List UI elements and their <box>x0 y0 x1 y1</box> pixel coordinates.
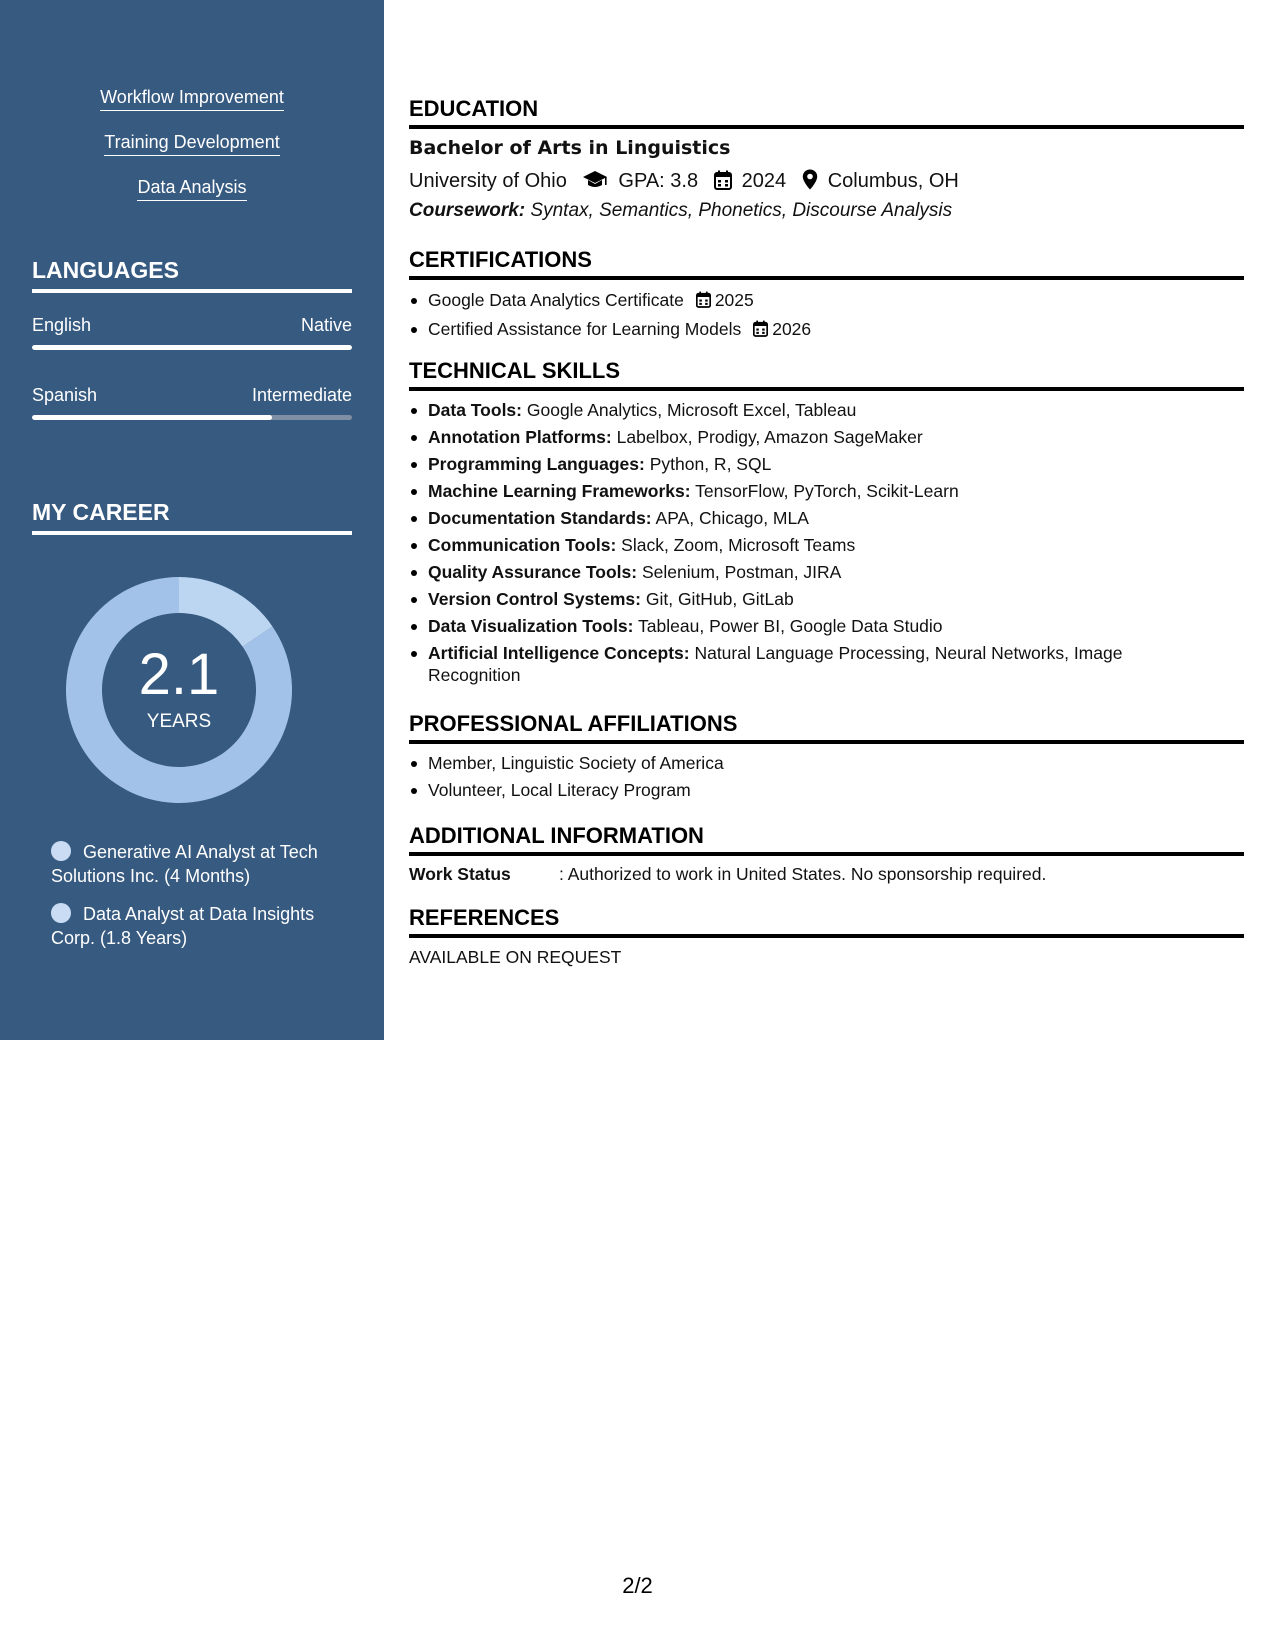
language-level: Intermediate <box>251 385 352 405</box>
certification-year: 2025 <box>714 290 754 310</box>
skill-link[interactable]: Workflow Improvement <box>100 86 284 111</box>
list-item <box>409 588 1244 610</box>
skill-label: Communication Tools: <box>428 535 617 555</box>
graduation-cap-icon <box>582 170 608 196</box>
gpa: GPA: 3.8 <box>618 170 699 192</box>
certification-name: Certified Assistance for Learning Models <box>428 319 742 339</box>
skill-value: Natural Language Processing, Neural Networks, Image Recognition <box>428 643 1123 685</box>
certification-name: Google Data Analytics Certificate <box>428 290 684 310</box>
legend-dot-icon <box>51 903 71 923</box>
skill-label: Annotation Platforms: <box>428 427 612 447</box>
language-bar-fill <box>32 415 272 420</box>
school-name: University of Ohio <box>409 170 567 192</box>
education-heading: EDUCATION <box>409 96 1244 129</box>
location-pin-icon <box>802 169 818 196</box>
skill-value: Labelbox, Prodigy, Amazon SageMaker <box>616 427 923 447</box>
list-item: Member, Linguistic Society of America <box>409 752 1244 774</box>
legend-dot-icon <box>51 841 71 861</box>
sidebar <box>0 0 384 1040</box>
career-heading: MY CAREER <box>32 499 352 535</box>
language-name: English <box>32 315 92 335</box>
career-total-unit: YEARS <box>146 711 212 732</box>
career-total-value: 2.1 <box>138 642 220 707</box>
list-item: Volunteer, Local Literacy Program <box>409 779 1244 801</box>
skill-value: Selenium, Postman, JIRA <box>641 562 842 582</box>
skill-label: Data Visualization Tools: <box>428 616 634 636</box>
skill-value: Git, GitHub, GitLab <box>645 589 794 609</box>
list-item <box>409 318 1244 342</box>
coursework-value: Syntax, Semantics, Phonetics, Discourse Analysis <box>530 200 953 221</box>
language-bar <box>32 415 352 420</box>
career-role-label: Generative AI Analyst at Tech Solutions Inc. (4 Months) <box>51 842 318 886</box>
additional-info-heading: ADDITIONAL INFORMATION <box>409 823 1244 856</box>
work-status-value: : Authorized to work in United States. No sponsorship required. <box>559 864 1047 884</box>
skill-value: Slack, Zoom, Microsoft Teams <box>621 535 856 555</box>
work-status-label: Work Status <box>409 864 511 884</box>
skill-label: Machine Learning Frameworks: <box>428 481 691 501</box>
certification-year: 2026 <box>772 319 812 339</box>
affiliations-list <box>409 752 1244 806</box>
skill-value: Python, R, SQL <box>649 454 772 474</box>
skill-label: Programming Languages: <box>428 454 645 474</box>
technical-skills-heading: TECHNICAL SKILLS <box>409 358 1244 391</box>
skill-link[interactable]: Training Development <box>104 131 279 156</box>
language-bar-fill <box>32 345 352 350</box>
skill-value: APA, Chicago, MLA <box>655 508 809 528</box>
coursework <box>409 200 1244 222</box>
skill-label: Artificial Intelligence Concepts: <box>428 643 690 663</box>
affiliations-heading: PROFESSIONAL AFFILIATIONS <box>409 711 1244 744</box>
list-item <box>409 642 1169 686</box>
skill-label: Version Control Systems: <box>428 589 641 609</box>
technical-skills-list <box>409 399 1244 691</box>
certifications-list <box>409 289 1244 347</box>
skill-value: TensorFlow, PyTorch, Scikit-Learn <box>695 481 959 501</box>
calendar-icon <box>714 170 732 196</box>
skill-label: Data Tools: <box>428 400 522 420</box>
skill-list <box>0 86 384 221</box>
references-text: AVAILABLE ON REQUEST <box>409 947 622 967</box>
list-item <box>409 426 1244 448</box>
list-item <box>409 289 1244 313</box>
language-bar <box>32 345 352 350</box>
education-meta <box>409 169 1244 196</box>
page-number: 2/2 <box>622 1573 653 1598</box>
list-item <box>409 480 1244 502</box>
certifications-heading: CERTIFICATIONS <box>409 247 1244 280</box>
list-item <box>409 399 1244 421</box>
list-item <box>409 534 1244 556</box>
work-status <box>409 864 1046 885</box>
references-heading: REFERENCES <box>409 905 1244 938</box>
languages-heading: LANGUAGES <box>32 257 352 293</box>
list-item <box>409 561 1244 583</box>
list-item <box>409 507 1244 529</box>
list-item <box>409 453 1244 475</box>
career-legend-item <box>51 840 351 888</box>
degree: Bachelor of Arts in Linguistics <box>409 137 731 159</box>
calendar-icon <box>753 320 768 342</box>
skill-value: Google Analytics, Microsoft Excel, Tableau <box>526 400 857 420</box>
skill-label: Documentation Standards: <box>428 508 652 528</box>
calendar-icon <box>696 291 711 313</box>
language-name: Spanish <box>32 385 98 405</box>
career-total <box>66 577 292 803</box>
list-item <box>409 615 1244 637</box>
skill-link[interactable]: Data Analysis <box>137 176 246 201</box>
career-role-label: Data Analyst at Data Insights Corp. (1.8 Years) <box>51 904 315 948</box>
skill-label: Quality Assurance Tools: <box>428 562 638 582</box>
location: Columbus, OH <box>827 170 959 192</box>
language-level: Native <box>300 315 352 335</box>
skill-value: Tableau, Power BI, Google Data Studio <box>638 616 943 636</box>
graduation-year: 2024 <box>741 170 787 192</box>
coursework-label: Coursework: <box>409 200 526 221</box>
career-legend-item <box>51 902 351 950</box>
